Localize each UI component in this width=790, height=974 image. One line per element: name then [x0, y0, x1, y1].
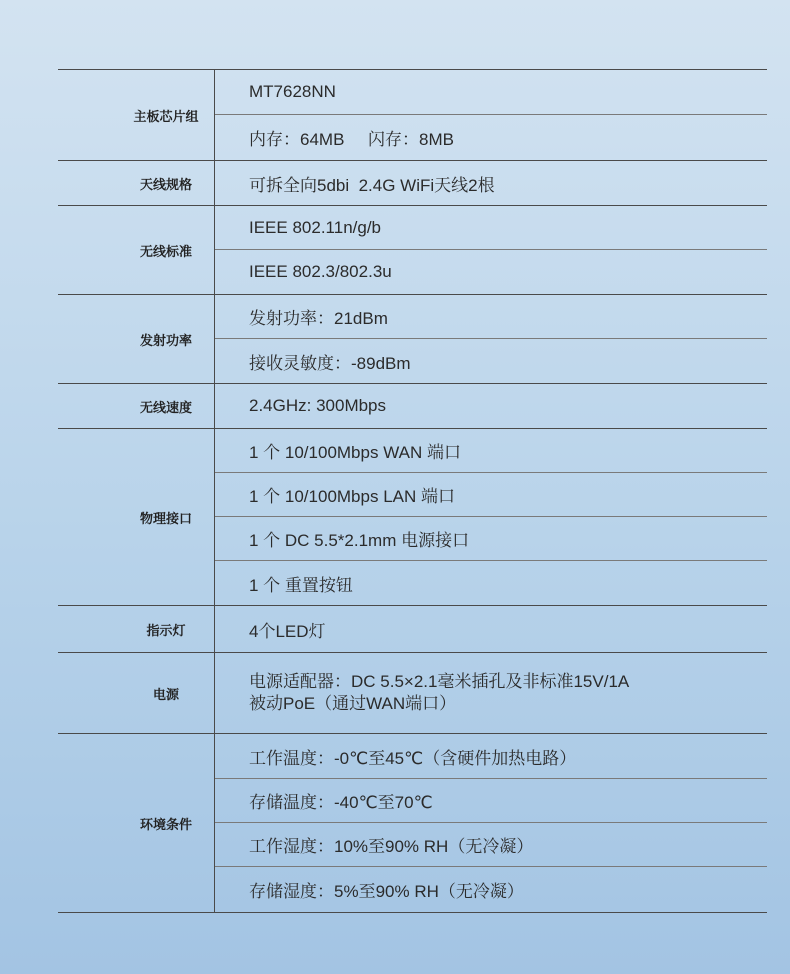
spec-value: MT7628NN	[215, 70, 767, 115]
spec-group-antenna	[58, 161, 767, 206]
spec-value: 工作湿度：10%至90% RH（无冷凝）	[215, 823, 767, 867]
spec-value: 存储温度：-40℃至70℃	[215, 779, 767, 823]
spec-value: IEEE 802.3/802.3u	[249, 262, 392, 281]
spec-label: 无线速度	[58, 384, 215, 428]
spec-group-wireless-speed	[58, 384, 767, 429]
spec-value: 2.4GHz: 300Mbps	[249, 396, 387, 415]
spec-value: 电源适配器：DC 5.5×2.1毫米插孔及非标准15V/1A 被动PoE（通过WAN端口）	[249, 672, 630, 713]
spec-value: 内存：64MB 闪存：8MB	[249, 130, 454, 149]
spec-label: 指示灯	[58, 606, 215, 652]
spec-label: 环境条件	[58, 734, 215, 912]
spec-label: 天线规格	[58, 161, 215, 205]
spec-value: 1 个 重置按钮	[249, 575, 353, 595]
spec-value: 1 个 10/100Mbps WAN 端口	[215, 429, 767, 473]
spec-label: 物理接口	[58, 429, 215, 605]
spec-value: 可拆全向5dbi 2.4G WiFi天线2根	[249, 175, 495, 195]
spec-label: 主板芯片组	[58, 70, 215, 160]
spec-label: 无线标准	[58, 206, 215, 294]
spec-label: 电源	[58, 653, 215, 733]
spec-group-power	[58, 653, 767, 734]
spec-group-chipset	[58, 70, 767, 161]
spec-value: 4个LED灯	[249, 621, 326, 641]
spec-value: 工作温度：-0℃至45℃（含硬件加热电路）	[215, 734, 767, 779]
spec-group-indicator	[58, 606, 767, 653]
spec-label: 发射功率	[58, 295, 215, 383]
spec-group-ports	[58, 429, 767, 606]
spec-group-environment	[58, 734, 767, 913]
spec-value: 1 个 10/100Mbps LAN 端口	[215, 473, 767, 517]
spec-value: 存储湿度：5%至90% RH（无冷凝）	[249, 882, 524, 901]
spec-table	[58, 69, 767, 913]
spec-value: 1 个 DC 5.5*2.1mm 电源接口	[215, 517, 767, 561]
spec-group-tx-power	[58, 295, 767, 384]
spec-value: 发射功率：21dBm	[215, 295, 767, 339]
spec-group-wireless-standard	[58, 206, 767, 295]
spec-value: 接收灵敏度：-89dBm	[249, 353, 411, 373]
spec-value: IEEE 802.11n/g/b	[215, 206, 767, 250]
